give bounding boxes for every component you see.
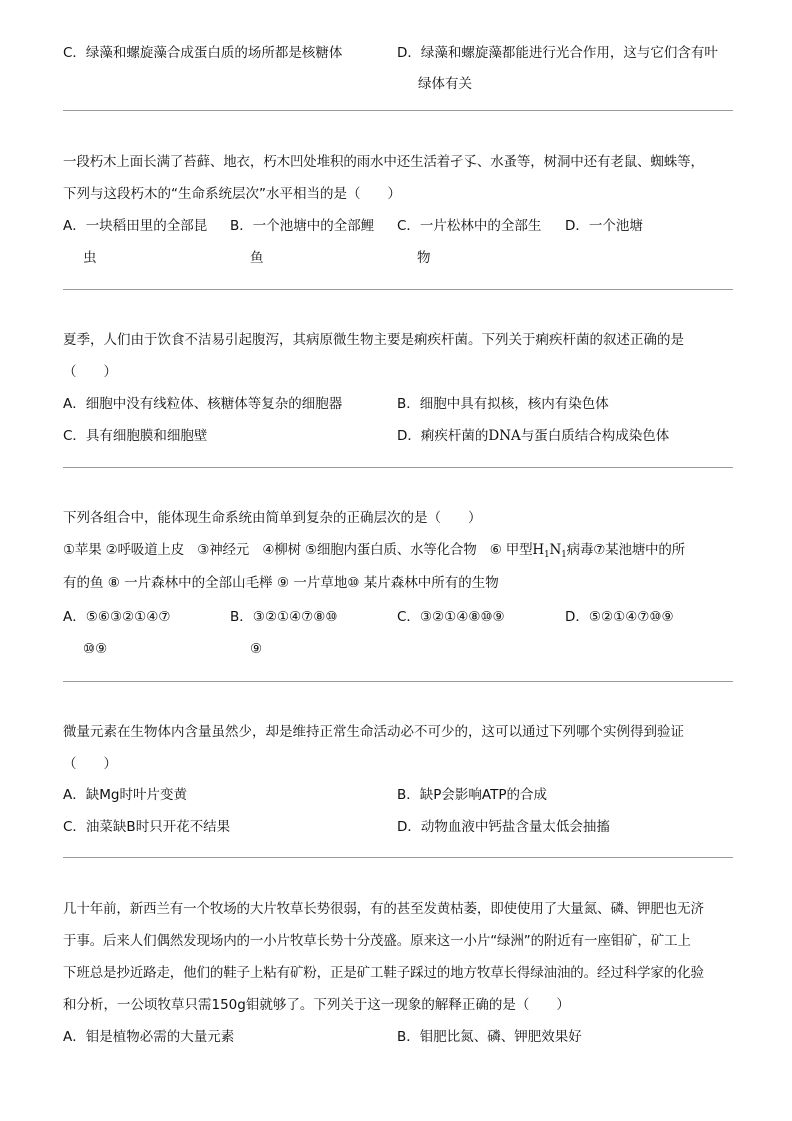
q3-items-line1-b: 病毒⑦某池塘中的所 <box>566 542 685 558</box>
q2-option-d <box>397 427 669 445</box>
h1-symbol <box>532 542 566 558</box>
q1-stem-line2: 下列与这段朽木的“生命系统层次”水平相当的是（ ） <box>63 186 401 202</box>
q1-stem-line1: 一段朽木上面长满了苔藓、地衣，朽木凹处堆积的雨水中还生活着孑孓、水蚤等，树洞中还有老鼠、蜘蛛等， <box>63 154 704 170</box>
q5-stem-line4: 和分析，一公顷牧草只需150g钼就够了。下列关于这一现象的解释正确的是（ ） <box>63 997 570 1013</box>
q0-option-d-line1: D．绿藻和螺旋藻都能进行光合作用，这与它们含有叶 <box>397 45 718 61</box>
q2-option-c: C．具有细胞膜和细胞壁 <box>63 428 208 444</box>
n-subscript: 1 <box>561 550 567 560</box>
h-subscript: 1 <box>543 550 550 560</box>
q2-option-b: B．细胞中具有拟核，核内有染色体 <box>397 396 609 412</box>
q2-option-d-pre: D．痢疾杆菌的 <box>397 428 489 444</box>
question-divider <box>63 857 733 858</box>
q4-stem-line2: （ ） <box>63 756 117 772</box>
q4-option-b: B．缺P会影响ATP的合成 <box>397 787 547 803</box>
q0-option-c: C．绿藻和螺旋藻合成蛋白质的场所都是核糖体 <box>63 45 343 61</box>
q0-option-d-line2: 绿体有关 <box>418 76 472 92</box>
h-letter: H <box>532 542 544 558</box>
q1-option-c-line2: 物 <box>417 250 431 266</box>
q4-option-a: A．缺Mg时叶片变黄 <box>63 787 187 803</box>
question-divider <box>63 289 733 290</box>
q4-stem-line1: 微量元素在生物体内含量虽然少，却是维持正常生命活动必不可少的，这可以通过下列哪个实例得到验证 <box>63 724 684 740</box>
n-letter: N <box>549 542 562 558</box>
q3-option-b-line1: B．③②①④⑦⑧⑩ <box>230 609 338 625</box>
q5-stem-line1: 几十年前，新西兰有一个牧场的大片牧草长势很弱，有的甚至发黄枯萎，即使使用了大量氮、磷、钾肥也无济 <box>63 901 704 917</box>
q5-stem-line3: 下班总是抄近路走，他们的鞋子上粘有矿粉，正是矿工鞋子踩过的地方牧草长得绿油油的。经过科学家的化验 <box>63 965 704 981</box>
q2-option-a: A．细胞中没有线粒体、核糖体等复杂的细胞器 <box>63 396 343 412</box>
q3-option-a-line2: ⑩⑨ <box>83 641 108 657</box>
q3-option-d-line1: D．⑤②①④⑦⑩⑨ <box>565 609 674 625</box>
question-divider <box>63 467 733 468</box>
q1-option-d-line1: D．一个池塘 <box>565 218 643 234</box>
q3-items-line1 <box>63 541 685 559</box>
q5-option-b: B．钼肥比氮、磷、钾肥效果好 <box>397 1029 582 1045</box>
q3-stem: 下列各组合中，能体现生命系统由简单到复杂的正确层次的是（ ） <box>63 510 482 526</box>
q4-option-d: D．动物血液中钙盐含量太低会抽搐 <box>397 819 610 835</box>
q2-option-d-dna: DNA <box>488 428 521 444</box>
q2-stem-line2: （ ） <box>63 364 117 380</box>
q2-option-d-post: 与蛋白质结合构成染色体 <box>520 428 670 444</box>
question-divider <box>63 110 733 111</box>
question-divider <box>63 681 733 682</box>
q2-stem-line1: 夏季，人们由于饮食不洁易引起腹泻，其病原微生物主要是痢疾杆菌。下列关于痢疾杆菌的叙述正确的是 <box>63 332 684 348</box>
q1-option-a-line1: A．一块稻田里的全部昆 <box>63 218 208 234</box>
q3-option-a-line1: A．⑤⑥③②①④⑦ <box>63 609 171 625</box>
q1-option-b-line2: 鱼 <box>250 250 264 266</box>
q3-items-line1-a: ①苹果 ②呼吸道上皮 ③神经元 ④柳树 ⑤细胞内蛋白质、水等化合物 ⑥ 甲型 <box>63 542 533 558</box>
q1-option-a-line2: 虫 <box>83 250 97 266</box>
q4-option-c: C．油菜缺B时只开花不结果 <box>63 819 231 835</box>
q1-option-c-line1: C．一片松林中的全部生 <box>397 218 542 234</box>
q3-option-b-line2: ⑨ <box>250 641 263 657</box>
q5-option-a: A．钼是植物必需的大量元素 <box>63 1029 235 1045</box>
q5-stem-line2: 于事。后来人们偶然发现场内的一小片牧草长势十分茂盛。原来这一小片“绿洲”的附近有一座钼矿，矿工上 <box>63 933 691 949</box>
q3-items-line2: 有的鱼 ⑧ 一片森林中的全部山毛榉 ⑨ 一片草地⑩ 某片森林中所有的生物 <box>63 575 499 591</box>
q3-option-c-line1: C．③②①④⑧⑩⑨ <box>397 609 505 625</box>
q1-option-b-line1: B．一个池塘中的全部鲤 <box>230 218 375 234</box>
